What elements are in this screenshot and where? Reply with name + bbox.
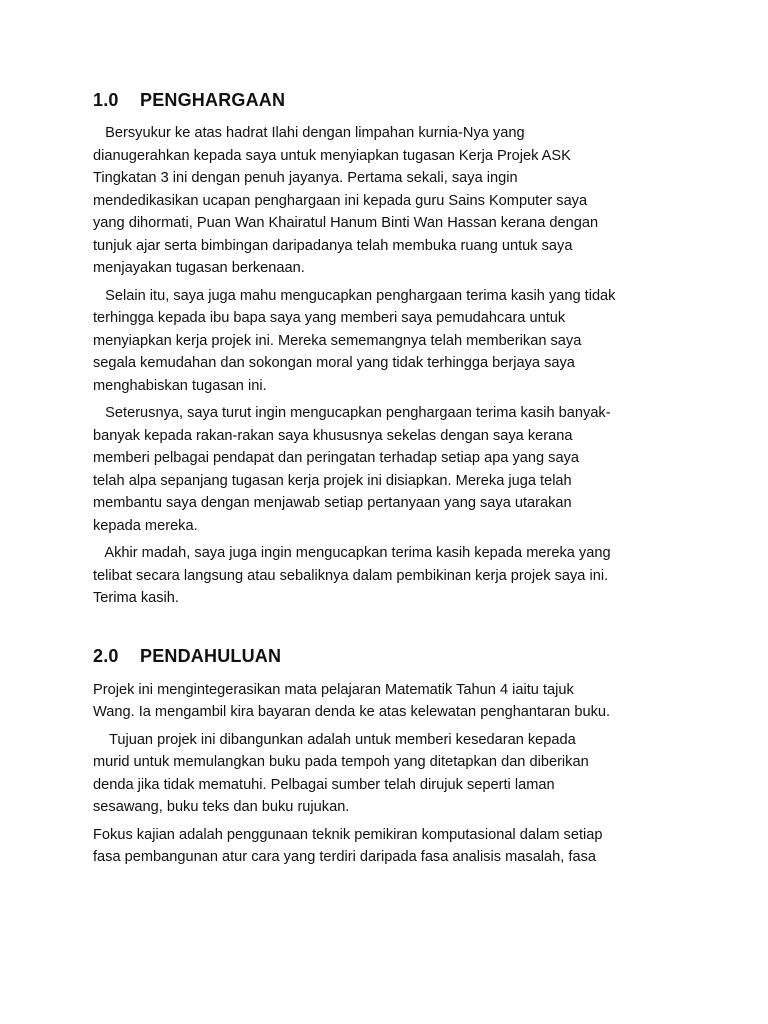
text-line: tunjuk ajar serta bimbingan daripadanya telah membuka ruang untuk saya bbox=[93, 237, 573, 254]
text-line: Terima kasih. bbox=[93, 590, 179, 606]
text-line: menjayakan tugasan berkenaan. bbox=[93, 260, 305, 276]
text-line: telah alpa sepanjang tugasan kerja projek ini disiapkan. Mereka juga telah bbox=[93, 472, 572, 489]
text-line: memberi pelbagai pendapat dan peringatan terhadap setiap apa yang saya bbox=[93, 450, 580, 466]
text-line: Tujuan projek ini dibangunkan adalah untuk memberi kesedaran kepada bbox=[108, 731, 576, 748]
text-line: menghabiskan tugasan ini. bbox=[93, 377, 267, 394]
paragraph bbox=[93, 729, 683, 819]
section-title: PENDAHULUAN bbox=[140, 645, 282, 666]
paragraph bbox=[93, 542, 683, 610]
text-line: Tingkatan 3 ini dengan penuh jayanya. Pertama sekali, saya ingin bbox=[93, 170, 518, 186]
paragraph bbox=[93, 285, 683, 398]
paragraph bbox=[93, 122, 683, 280]
section-number: 1.0 bbox=[93, 90, 119, 110]
paragraph bbox=[93, 402, 683, 537]
text-line: dianugerahkan kepada saya untuk menyiapkan tugasan Kerja Projek ASK bbox=[93, 147, 571, 164]
text-line: fasa pembangunan atur cara yang terdiri daripada fasa analisis masalah, fasa bbox=[93, 849, 596, 865]
text-line: Fokus kajian adalah penggunaan teknik pemikiran komputasional dalam setiap bbox=[93, 826, 603, 843]
text-line: Seterusnya, saya turut ingin mengucapkan penghargaan terima kasih banyak- bbox=[105, 405, 611, 421]
text-line: Wang. Ia mengambil kira bayaran denda ke atas kelewatan penghantaran buku. bbox=[93, 704, 611, 720]
text-line: yang dihormati, Puan Wan Khairatul Hanum Binti Wan Hassan kerana dengan bbox=[93, 215, 599, 231]
text-line: Akhir madah, saya juga ingin mengucapkan terima kasih kepada mereka yang bbox=[104, 545, 611, 561]
text-line: denda jika tidak mematuhi. Pelbagai sumber telah dirujuk seperti laman bbox=[93, 776, 555, 793]
text-line: kepada mereka. bbox=[93, 517, 198, 534]
section-title: PENGHARGAAN bbox=[140, 90, 286, 110]
section-number: 2.0 bbox=[93, 645, 119, 666]
text-line: membantu saya dengan menjawab setiap pertanyaan yang saya utarakan bbox=[93, 495, 572, 511]
text-line: sesawang, buku teks dan buku rujukan. bbox=[93, 799, 350, 815]
paragraph bbox=[93, 679, 683, 724]
section-heading-penghargaan bbox=[93, 88, 683, 112]
text-line: segala kemudahan dan sokongan moral yang tidak terhingga berjaya saya bbox=[93, 355, 575, 371]
text-line: murid untuk memulangkan buku pada tempoh yang ditetapkan dan diberikan bbox=[93, 754, 589, 770]
text-line: menyiapkan kerja projek ini. Mereka sememangnya telah memberikan saya bbox=[93, 332, 582, 349]
text-line: Projek ini mengintegerasikan mata pelajaran Matematik Tahun 4 iaitu tajuk bbox=[93, 681, 574, 698]
paragraph bbox=[93, 824, 683, 869]
text-line: terhingga kepada ibu bapa saya yang memberi saya pemudahcara untuk bbox=[93, 310, 566, 326]
text-line: Selain itu, saya juga mahu mengucapkan penghargaan terima kasih yang tidak bbox=[105, 287, 616, 304]
text-line: Bersyukur ke atas hadrat Ilahi dengan limpahan kurnia-Nya yang bbox=[105, 125, 525, 141]
text-line: telibat secara langsung atau sebaliknya dalam pembikinan kerja projek saya ini. bbox=[93, 567, 609, 584]
text-line: banyak kepada rakan-rakan saya khususnya sekelas dengan saya kerana bbox=[93, 427, 573, 444]
document-page bbox=[93, 88, 683, 869]
section-heading-pendahuluan bbox=[93, 644, 683, 668]
text-line: mendedikasikan ucapan penghargaan ini kepada guru Sains Komputer saya bbox=[93, 192, 588, 209]
